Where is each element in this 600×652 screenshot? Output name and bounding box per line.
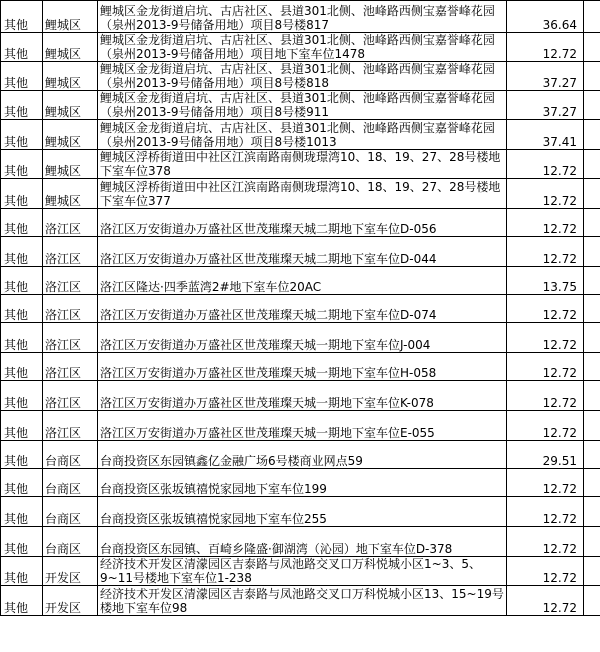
district-cell: 台商区 bbox=[43, 527, 98, 557]
location-cell: 台商投资区东园镇、百崎乡隆盛·御湖湾（沁园）地下室车位D-378 bbox=[98, 527, 507, 557]
table-row bbox=[1, 91, 600, 120]
empty-cell bbox=[584, 120, 600, 150]
area-cell: 12.72 bbox=[507, 411, 584, 441]
location-cell: 鲤城区金龙街道启坑、古店社区、县道301北侧、池峰路西侧宝嘉誉峰花园（泉州2013-9号储备用地）项目8号楼911 bbox=[98, 91, 507, 120]
empty-cell bbox=[584, 179, 600, 209]
area-cell: 13.75 bbox=[507, 267, 584, 295]
table-row bbox=[1, 586, 600, 616]
area-cell: 12.72 bbox=[507, 150, 584, 179]
area-cell: 12.72 bbox=[507, 237, 584, 267]
table-row bbox=[1, 179, 600, 209]
type-cell: 其他 bbox=[1, 527, 43, 557]
location-cell: 台商投资区张坂镇禧悦家园地下室车位199 bbox=[98, 469, 507, 497]
table-row bbox=[1, 323, 600, 353]
area-cell: 12.72 bbox=[507, 209, 584, 237]
type-cell: 其他 bbox=[1, 323, 43, 353]
type-cell: 其他 bbox=[1, 237, 43, 267]
empty-cell bbox=[584, 237, 600, 267]
area-cell: 12.72 bbox=[507, 323, 584, 353]
district-cell: 台商区 bbox=[43, 497, 98, 527]
empty-cell bbox=[584, 209, 600, 237]
area-cell: 12.72 bbox=[507, 469, 584, 497]
location-cell: 台商投资区张坂镇禧悦家园地下室车位255 bbox=[98, 497, 507, 527]
type-cell: 其他 bbox=[1, 381, 43, 411]
area-cell: 12.72 bbox=[507, 295, 584, 323]
district-cell: 台商区 bbox=[43, 441, 98, 469]
type-cell: 其他 bbox=[1, 586, 43, 616]
table-row bbox=[1, 62, 600, 91]
empty-cell bbox=[584, 557, 600, 586]
area-cell: 37.27 bbox=[507, 62, 584, 91]
type-cell: 其他 bbox=[1, 179, 43, 209]
location-cell: 洛江区隆达·四季蓝湾2#地下室车位20AC bbox=[98, 267, 507, 295]
type-cell: 其他 bbox=[1, 411, 43, 441]
type-cell: 其他 bbox=[1, 150, 43, 179]
empty-cell bbox=[584, 323, 600, 353]
type-cell: 其他 bbox=[1, 1, 43, 33]
table-row bbox=[1, 527, 600, 557]
table-row bbox=[1, 497, 600, 527]
location-cell: 洛江区万安街道办万盛社区世茂璀璨天城一期地下室车位E-055 bbox=[98, 411, 507, 441]
location-cell: 洛江区万安街道办万盛社区世茂璀璨天城二期地下室车位D-044 bbox=[98, 237, 507, 267]
type-cell: 其他 bbox=[1, 469, 43, 497]
empty-cell bbox=[584, 441, 600, 469]
area-cell: 12.72 bbox=[507, 497, 584, 527]
district-cell: 开发区 bbox=[43, 557, 98, 586]
empty-cell bbox=[584, 267, 600, 295]
empty-cell bbox=[584, 411, 600, 441]
empty-cell bbox=[584, 586, 600, 616]
type-cell: 其他 bbox=[1, 33, 43, 62]
location-cell: 洛江区万安街道办万盛社区世茂璀璨天城一期地下室车位K-078 bbox=[98, 381, 507, 411]
empty-cell bbox=[584, 62, 600, 91]
district-cell: 鲤城区 bbox=[43, 120, 98, 150]
empty-cell bbox=[584, 527, 600, 557]
district-cell: 洛江区 bbox=[43, 353, 98, 381]
table-row bbox=[1, 209, 600, 237]
area-cell: 37.27 bbox=[507, 91, 584, 120]
table-row bbox=[1, 33, 600, 62]
location-cell: 洛江区万安街道办万盛社区世茂璀璨天城二期地下室车位D-056 bbox=[98, 209, 507, 237]
district-cell: 洛江区 bbox=[43, 295, 98, 323]
area-cell: 29.51 bbox=[507, 441, 584, 469]
empty-cell bbox=[584, 33, 600, 62]
table-row bbox=[1, 381, 600, 411]
location-cell: 台商投资区东园镇鑫亿金融广场6号楼商业网点59 bbox=[98, 441, 507, 469]
district-cell: 鲤城区 bbox=[43, 1, 98, 33]
location-cell: 鲤城区金龙街道启坑、古店社区、县道301北侧、池峰路西侧宝嘉誉峰花园（泉州2013-9号储备用地）项目8号楼1013 bbox=[98, 120, 507, 150]
empty-cell bbox=[584, 469, 600, 497]
type-cell: 其他 bbox=[1, 91, 43, 120]
district-cell: 鲤城区 bbox=[43, 62, 98, 91]
district-cell: 洛江区 bbox=[43, 209, 98, 237]
location-cell: 经济技术开发区清濛园区吉泰路与凤池路交叉口万科悦城小区13、15~19号楼地下室车位98 bbox=[98, 586, 507, 616]
district-cell: 鲤城区 bbox=[43, 150, 98, 179]
table-row bbox=[1, 120, 600, 150]
district-cell: 洛江区 bbox=[43, 323, 98, 353]
empty-cell bbox=[584, 497, 600, 527]
empty-cell bbox=[584, 295, 600, 323]
area-cell: 12.72 bbox=[507, 586, 584, 616]
table-row bbox=[1, 237, 600, 267]
type-cell: 其他 bbox=[1, 295, 43, 323]
area-cell: 12.72 bbox=[507, 527, 584, 557]
area-cell: 12.72 bbox=[507, 557, 584, 586]
location-cell: 鲤城区金龙街道启坑、古店社区、县道301北侧、池峰路西侧宝嘉誉峰花园（泉州2013-9号储备用地）项目地下室车位1478 bbox=[98, 33, 507, 62]
district-cell: 鲤城区 bbox=[43, 91, 98, 120]
location-cell: 鲤城区金龙街道启坑、古店社区、县道301北侧、池峰路西侧宝嘉誉峰花园（泉州2013-9号储备用地）项目8号楼817 bbox=[98, 1, 507, 33]
table-row bbox=[1, 267, 600, 295]
type-cell: 其他 bbox=[1, 62, 43, 91]
district-cell: 洛江区 bbox=[43, 381, 98, 411]
table-row bbox=[1, 411, 600, 441]
type-cell: 其他 bbox=[1, 120, 43, 150]
district-cell: 洛江区 bbox=[43, 237, 98, 267]
table-row bbox=[1, 1, 600, 33]
type-cell: 其他 bbox=[1, 353, 43, 381]
empty-cell bbox=[584, 381, 600, 411]
property-table-body bbox=[1, 1, 600, 616]
district-cell: 开发区 bbox=[43, 586, 98, 616]
type-cell: 其他 bbox=[1, 267, 43, 295]
empty-cell bbox=[584, 91, 600, 120]
empty-cell bbox=[584, 353, 600, 381]
area-cell: 12.72 bbox=[507, 179, 584, 209]
location-cell: 鲤城区浮桥街道田中社区江滨南路南侧珑璟湾10、18、19、27、28号楼地下室车位378 bbox=[98, 150, 507, 179]
district-cell: 鲤城区 bbox=[43, 33, 98, 62]
location-cell: 洛江区万安街道办万盛社区世茂璀璨天城二期地下室车位D-074 bbox=[98, 295, 507, 323]
location-cell: 洛江区万安街道办万盛社区世茂璀璨天城一期地下室车位J-004 bbox=[98, 323, 507, 353]
table-row bbox=[1, 353, 600, 381]
table-row bbox=[1, 441, 600, 469]
table-row bbox=[1, 557, 600, 586]
table-row bbox=[1, 295, 600, 323]
location-cell: 经济技术开发区清濛园区吉泰路与凤池路交叉口万科悦城小区1~3、5、9~11号楼地下室车位1-238 bbox=[98, 557, 507, 586]
area-cell: 36.64 bbox=[507, 1, 584, 33]
area-cell: 12.72 bbox=[507, 33, 584, 62]
district-cell: 台商区 bbox=[43, 469, 98, 497]
district-cell: 洛江区 bbox=[43, 267, 98, 295]
type-cell: 其他 bbox=[1, 497, 43, 527]
district-cell: 洛江区 bbox=[43, 411, 98, 441]
area-cell: 12.72 bbox=[507, 381, 584, 411]
type-cell: 其他 bbox=[1, 209, 43, 237]
location-cell: 鲤城区浮桥街道田中社区江滨南路南侧珑璟湾10、18、19、27、28号楼地下室车位377 bbox=[98, 179, 507, 209]
location-cell: 洛江区万安街道办万盛社区世茂璀璨天城一期地下室车位H-058 bbox=[98, 353, 507, 381]
type-cell: 其他 bbox=[1, 441, 43, 469]
type-cell: 其他 bbox=[1, 557, 43, 586]
table-row bbox=[1, 150, 600, 179]
district-cell: 鲤城区 bbox=[43, 179, 98, 209]
table-row bbox=[1, 469, 600, 497]
empty-cell bbox=[584, 150, 600, 179]
area-cell: 37.41 bbox=[507, 120, 584, 150]
empty-cell bbox=[584, 1, 600, 33]
location-cell: 鲤城区金龙街道启坑、古店社区、县道301北侧、池峰路西侧宝嘉誉峰花园（泉州2013-9号储备用地）项目8号楼818 bbox=[98, 62, 507, 91]
area-cell: 12.72 bbox=[507, 353, 584, 381]
